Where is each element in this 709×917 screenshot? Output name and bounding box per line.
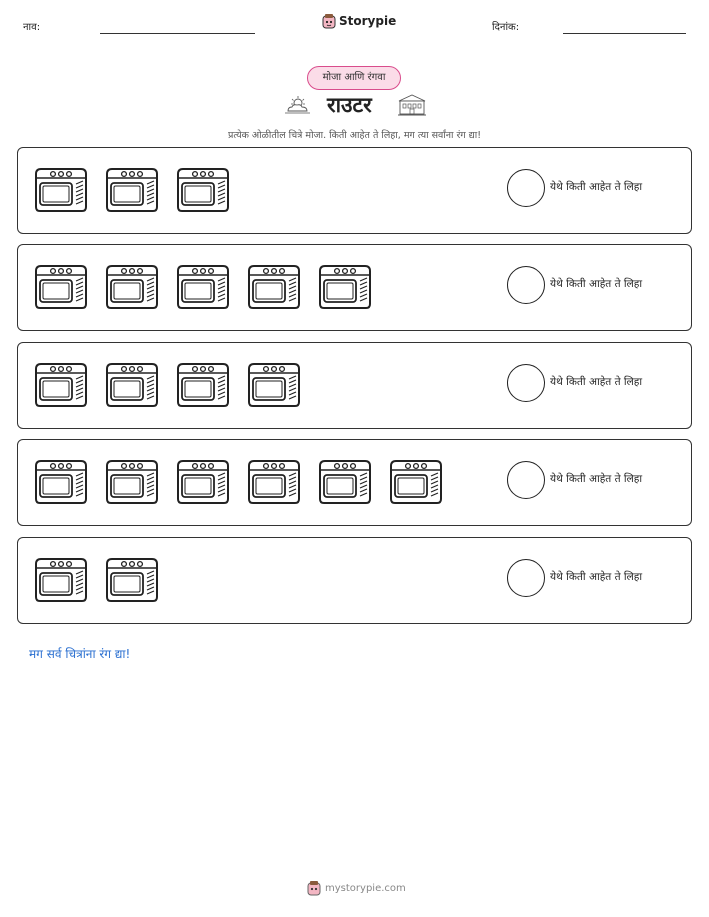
router-icon [314,456,374,506]
brand-name: Storypie [339,14,397,28]
counting-row [17,439,692,526]
router-icon [101,261,161,311]
router-icon [30,261,90,311]
date-line [563,33,686,34]
answer-prompt: येथे किती आहेत ते लिहा [550,278,643,290]
router-icon [172,456,232,506]
router-icon-group [30,261,385,311]
counting-row [17,244,692,331]
activity-tag: मोजा आणि रंगवा [307,66,401,90]
answer-circle[interactable] [507,266,545,304]
router-icon-group [30,554,172,604]
counting-row [17,537,692,624]
answer-prompt: येथे किती आहेत ते लिहा [550,473,643,485]
router-icon [243,456,303,506]
answer-prompt: येथे किती आहेत ते लिहा [550,181,643,193]
worksheet-title: राउटर [327,93,372,117]
router-icon [101,456,161,506]
storypie-mascot-icon [322,13,336,29]
router-icon [314,261,374,311]
answer-circle[interactable] [507,364,545,402]
router-icon [101,359,161,409]
instructions: प्रत्येक ओळीतील चित्रे मोजा. किती आहेत ते लिहा, मग त्या सर्वांना रंग द्या! [227,130,482,141]
name-label: नाव: [23,22,41,33]
router-icon [172,164,232,214]
router-icon-group [30,456,456,506]
name-line [100,33,255,34]
footer-site: mystorypie.com [325,882,406,894]
building-icon [397,94,427,116]
footer [307,880,406,896]
router-icon [243,359,303,409]
date-label: दिनांक: [492,22,520,33]
router-icon [30,359,90,409]
answer-circle[interactable] [507,461,545,499]
router-icon [101,554,161,604]
answer-circle[interactable] [507,169,545,207]
storypie-mascot-icon [307,880,321,896]
router-icon [101,164,161,214]
answer-circle[interactable] [507,559,545,597]
counting-row [17,342,692,429]
router-icon-group [30,359,314,409]
router-icon [30,456,90,506]
router-icon [30,164,90,214]
router-icon-group [30,164,243,214]
router-icon [172,261,232,311]
router-icon [172,359,232,409]
brand-logo [322,13,396,29]
answer-prompt: येथे किती आहेत ते लिहा [550,376,643,388]
router-icon [30,554,90,604]
answer-prompt: येथे किती आहेत ते लिहा [550,571,643,583]
counting-row [17,147,692,234]
router-icon [385,456,445,506]
closing-instruction: मग सर्व चित्रांना रंग द्या! [29,647,131,661]
router-icon [243,261,303,311]
cloud-sun-icon [283,95,313,115]
